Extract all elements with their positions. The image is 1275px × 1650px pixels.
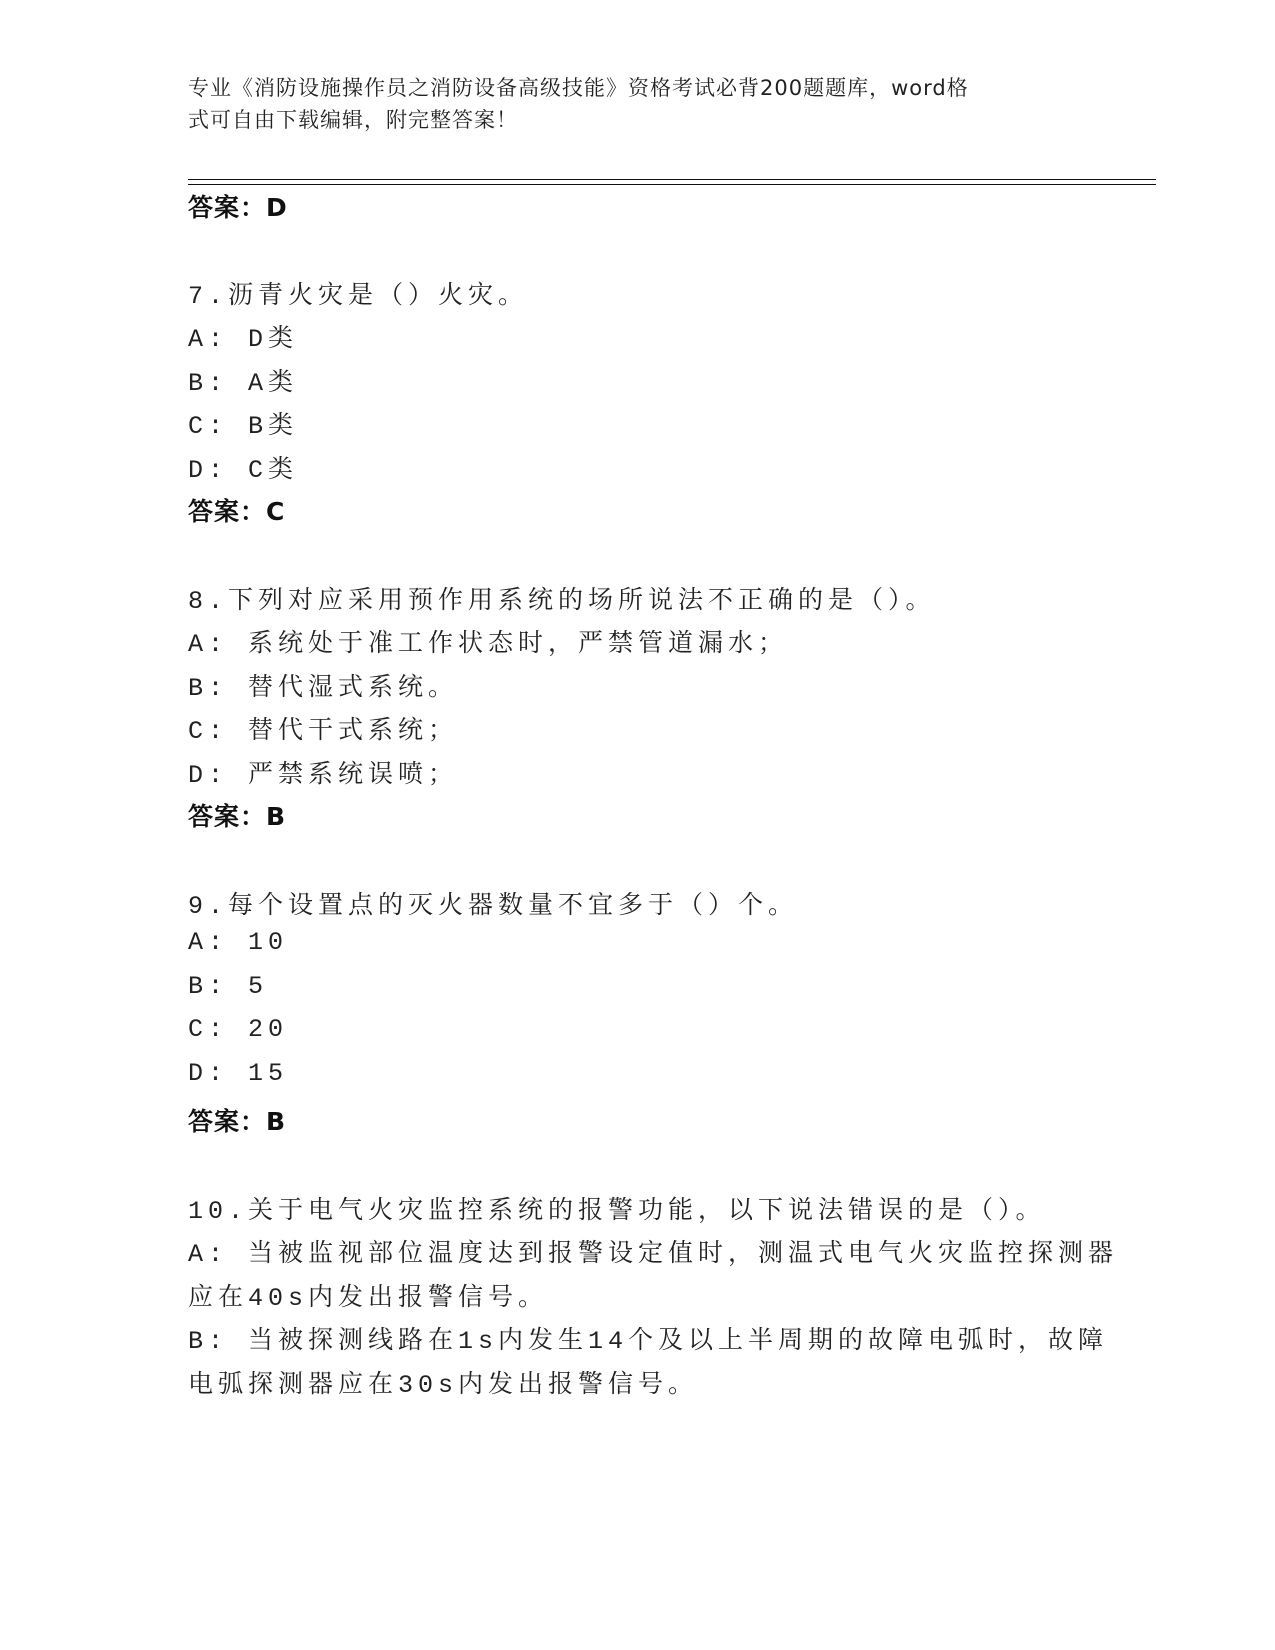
question-9-answer: 答案：B xyxy=(188,1107,287,1136)
question-10-option-a: A: 当被监视部位温度达到报警设定值时，测温式电气火灾监控探测器 xyxy=(188,1240,1119,1269)
header-line-2: 式可自由下载编辑，附完整答案！ xyxy=(188,108,518,132)
document-header xyxy=(188,72,1078,136)
question-8-answer: 答案：B xyxy=(188,802,287,831)
question-8-stem: 8.下列对应采用预作用系统的场所说法不正确的是（）。 xyxy=(188,587,936,616)
header-divider-bottom xyxy=(188,184,1156,185)
question-9-option-d: D: 15 xyxy=(188,1059,289,1088)
question-7-option-b: B: A类 xyxy=(188,369,299,398)
question-7-option-c: C: B类 xyxy=(188,412,299,441)
question-8-option-a: A: 系统处于准工作状态时，严禁管道漏水； xyxy=(188,630,789,659)
question-8-option-c: C: 替代干式系统； xyxy=(188,717,459,746)
header-divider-top xyxy=(188,179,1156,180)
question-10-option-a-cont: 应在40s内发出报警信号。 xyxy=(188,1284,549,1313)
question-8-option-b: B: 替代湿式系统。 xyxy=(188,674,459,703)
question-9-option-b: B: 5 xyxy=(188,972,269,1001)
header-line-1: 专业《消防设施操作员之消防设备高级技能》资格考试必背200题题库，word格 xyxy=(188,76,969,100)
question-7-stem: 7.沥青火灾是（）火灾。 xyxy=(188,282,529,311)
question-7-answer: 答案：C xyxy=(188,497,286,526)
question-7-option-a: A: D类 xyxy=(188,325,299,354)
question-10-option-b-cont: 电弧探测器应在30s内发出报警信号。 xyxy=(188,1371,699,1400)
previous-answer: 答案：D xyxy=(188,193,288,222)
question-9-option-c: C: 20 xyxy=(188,1015,289,1044)
question-9-option-a: A: 10 xyxy=(188,928,289,957)
question-10-option-b: B: 当被探测线路在1s内发生14个及以上半周期的故障电弧时，故障 xyxy=(188,1327,1109,1356)
question-10-stem: 10.关于电气火灾监控系统的报警功能，以下说法错误的是（）。 xyxy=(188,1197,1046,1226)
question-7-option-d: D: C类 xyxy=(188,456,299,485)
question-8-option-d: D: 严禁系统误喷； xyxy=(188,761,459,790)
question-9-stem: 9.每个设置点的灭火器数量不宜多于（）个。 xyxy=(188,892,799,921)
